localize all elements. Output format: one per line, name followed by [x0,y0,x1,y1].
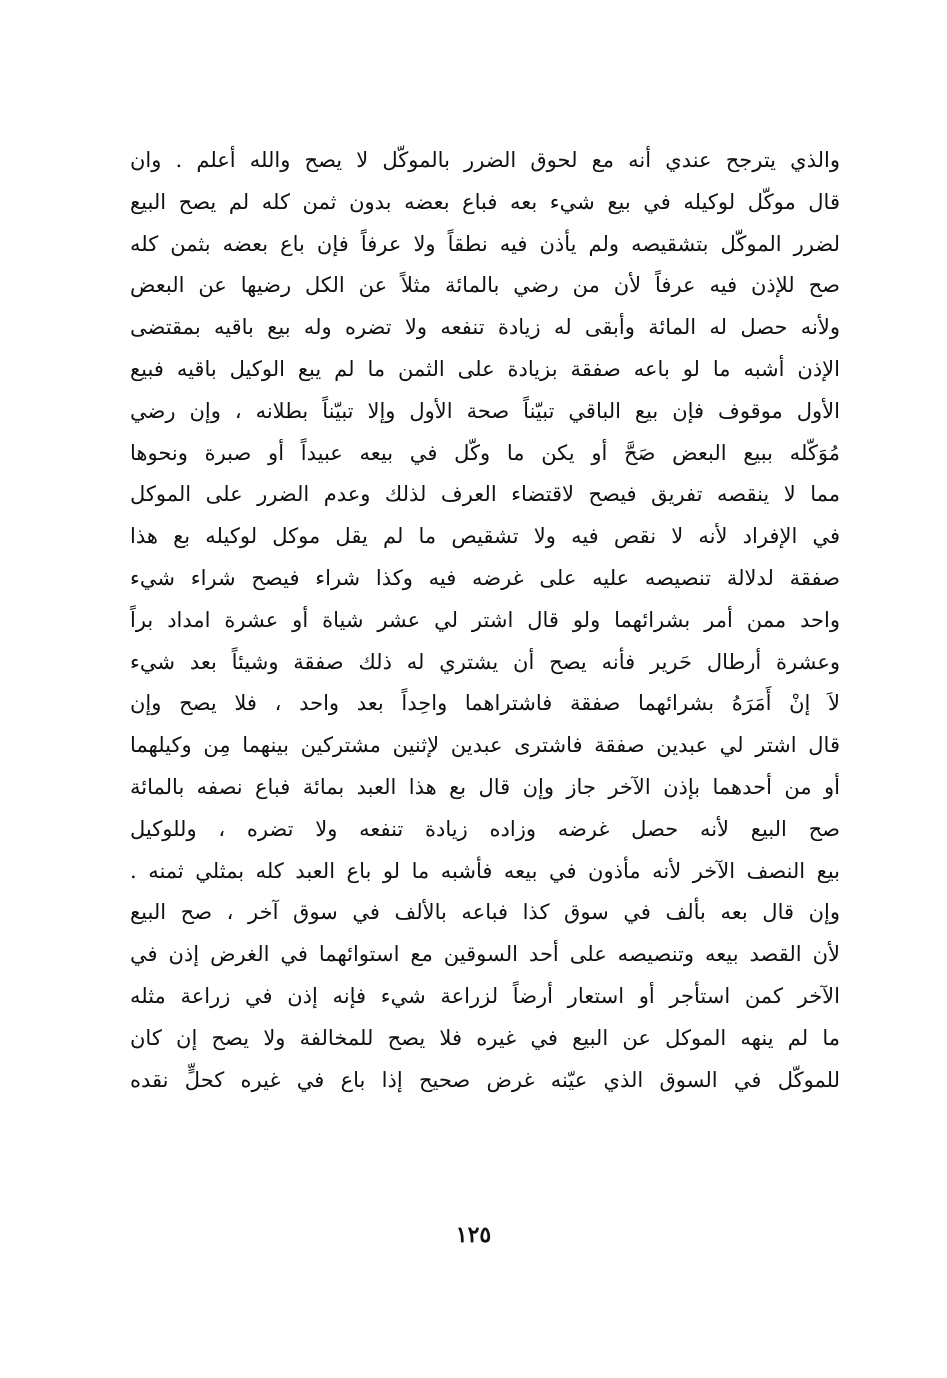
text-line: بيع النصف الآخر لأنه مأذون في بيعه فأشبه ما لو باع العبد كله بمثلي ثمنه . [130,858,840,883]
text-line: ولأنه حصل له المائة وأبقى له زيادة تنفعه ولا تضره وله بيع باقيه بمقتضى [130,315,840,340]
page-number: ١٢٥ [455,1222,492,1248]
text-line: والذي يترجح عندي أنه مع لحوق الضرر بالموكّل لا يصح والله أعلم . وان [130,148,840,172]
text-line: صح البيع لأنه حصل غرضه وزاده زيادة تنفعه ولا تضره ، وللوكيل [130,816,840,841]
text-line: الآخر كمن استأجر أو استعار أرضاً لزراعة شيء فإنه إذن في زراعة مثله [130,983,840,1008]
body-text [130,140,840,1101]
text-line: وإن قال بعه بألف في سوق كذا فباعه بالألف في سوق آخر ، صح البيع [130,900,840,925]
text-line: الأول موقوف فإن بيع الباقي تبيّناً صحة الأول وإلا تبيّناً بطلانه ، وإن رضي [130,398,840,423]
text-line: قال اشتر لي عبدين صفقة فاشترى عبدين لإثنين مشتركين بينهما مِن وكيلهما [130,733,840,758]
text-line: الإذن أشبه ما لو باعه صفقة بزيادة على الثمن ما لم يبع الوكيل باقيه فبيع [130,356,840,381]
text-line: لضرر الموكّل بتشقيصه ولم يأذن فيه نطقاً ولا عرفاً فإن باع بعضه بثمن كله [130,231,840,256]
text-line: صفقة لدلالة تنصيصه عليه على غرضه فيه وكذا شراء فيصح شراء شيء [130,565,840,590]
text-line: مما لا ينقصه تفريق فيصح لاقتضاء العرف لذلك وعدم الضرر على الموكل [130,482,840,507]
text-line: في الإفراد لأنه لا نقص فيه ولا تشقيص ما لم يقل موكل لوكيله بع هذا [130,524,840,549]
text-line: ما لم ينهه الموكل عن البيع في غيره فلا يصح للمخالفة ولا يصح إن كان [130,1025,840,1050]
text-line: أو من أحدهما بإذن الآخر جاز وإن قال بع هذا العبد بمائة فباع نصفه بالمائة [130,774,840,799]
text-line: قال موكّل لوكيله في بيع شيء بعه فباع بعضه بدون ثمن كله لم يصح البيع [130,189,840,214]
text-line: واحد ممن أمر بشرائهما ولو قال اشتر لي عشر شياة أو عشرة امداد براً [130,607,840,632]
text-line: مُوَكّله ببيع البعض صَحَّ أو يكن ما وكّل في بيعه عبيداً أو صبرة ونحوها [130,440,840,465]
text-line: صح للإذن فيه عرفاً لأن من رضي بالمائة مثلاً عن الكل رضيها عن البعض [130,273,840,298]
text-line: وعشرة أرطال حَرير فأنه يصح أن يشتري له ذلك صفقة وشيئاً بعد شيء [130,649,840,674]
text-line: للموكّل في السوق الذي عيّنه غرض صحيح إذا باع في غيره كحلٍّ نقده [130,1067,840,1092]
text-line: لأن القصد بيعه وتنصيصه على أحد السوقين مع استوائهما في الغرض إذن في [130,942,840,967]
text-line: لاَ إنْ أَمَرَهُ بشرائهما صفقة فاشتراهما واحِداً بعد واحد ، فلا يصح وإن [130,691,840,716]
